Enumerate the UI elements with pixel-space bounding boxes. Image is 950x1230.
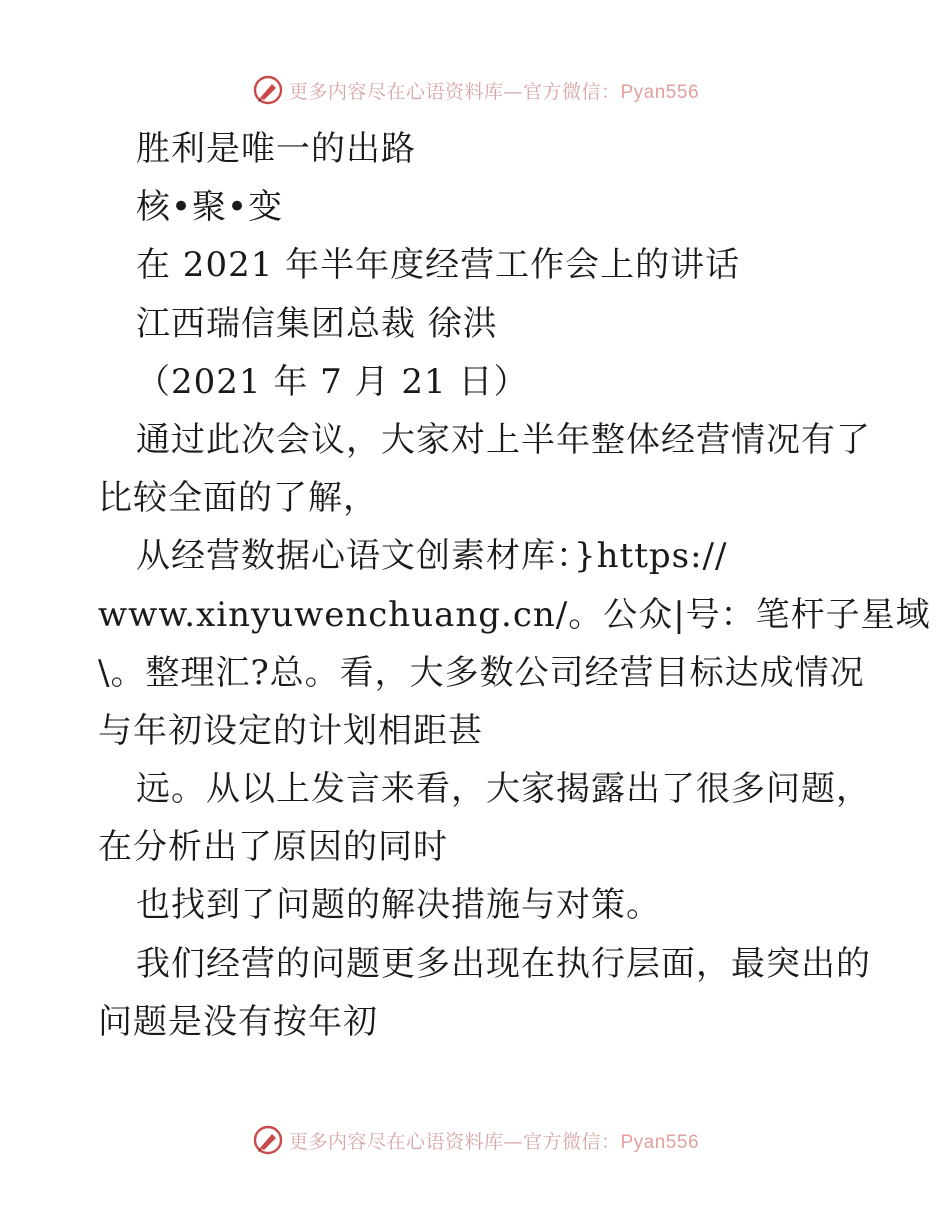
- pen-logo-icon: [251, 73, 285, 107]
- paragraph-line: 与年初设定的计划相距甚: [98, 710, 483, 751]
- paragraph-line: 也找到了问题的解决措施与对策。: [136, 885, 661, 926]
- doc-title: 胜利是唯一的出路: [136, 129, 416, 169]
- pen-logo-icon: [251, 1123, 285, 1157]
- doc-subtitle: 核•聚•变: [136, 187, 284, 228]
- paragraph-line: 在分析出了原因的同时: [98, 827, 448, 868]
- paragraph-line: 问题是没有按年初: [98, 1001, 378, 1042]
- watermark-id: Pyan556: [620, 81, 700, 103]
- paragraph-line: 通过此次会议，大家对上半年整体经营情况有了: [136, 419, 871, 460]
- paragraph-line: \。整理汇?总。看，大多数公司经营目标达成情况: [98, 652, 865, 693]
- paragraph-line: 远。从以上发言来看，大家揭露出了很多问题，: [136, 769, 871, 810]
- watermark-text: 更多内容尽在心语资料库—官方微信：Pyan556: [288, 80, 700, 103]
- watermark-id: Pyan556: [620, 1131, 700, 1153]
- document-body: [98, 120, 931, 1051]
- watermark-text: 更多内容尽在心语资料库—官方微信：Pyan556: [288, 1130, 700, 1153]
- paragraph-line: 从经营数据心语文创素材库：}https://: [136, 536, 728, 577]
- speech-occasion: 在 2021 年半年度经营工作会上的讲话: [136, 245, 741, 286]
- speaker: 江西瑞信集团总裁 徐洪: [136, 303, 498, 344]
- paragraph-line: www.xinyuwenchuang.cn/。公众|号：笔杆子星域: [98, 594, 931, 635]
- header-watermark: [0, 70, 950, 110]
- paragraph-line: 我们经营的问题更多出现在执行层面，最突出的: [136, 943, 871, 984]
- footer-watermark: [0, 1120, 950, 1160]
- speech-date: （2021 年 7 月 21 日）: [136, 361, 529, 402]
- paragraph-line: 比较全面的了解，: [98, 478, 378, 519]
